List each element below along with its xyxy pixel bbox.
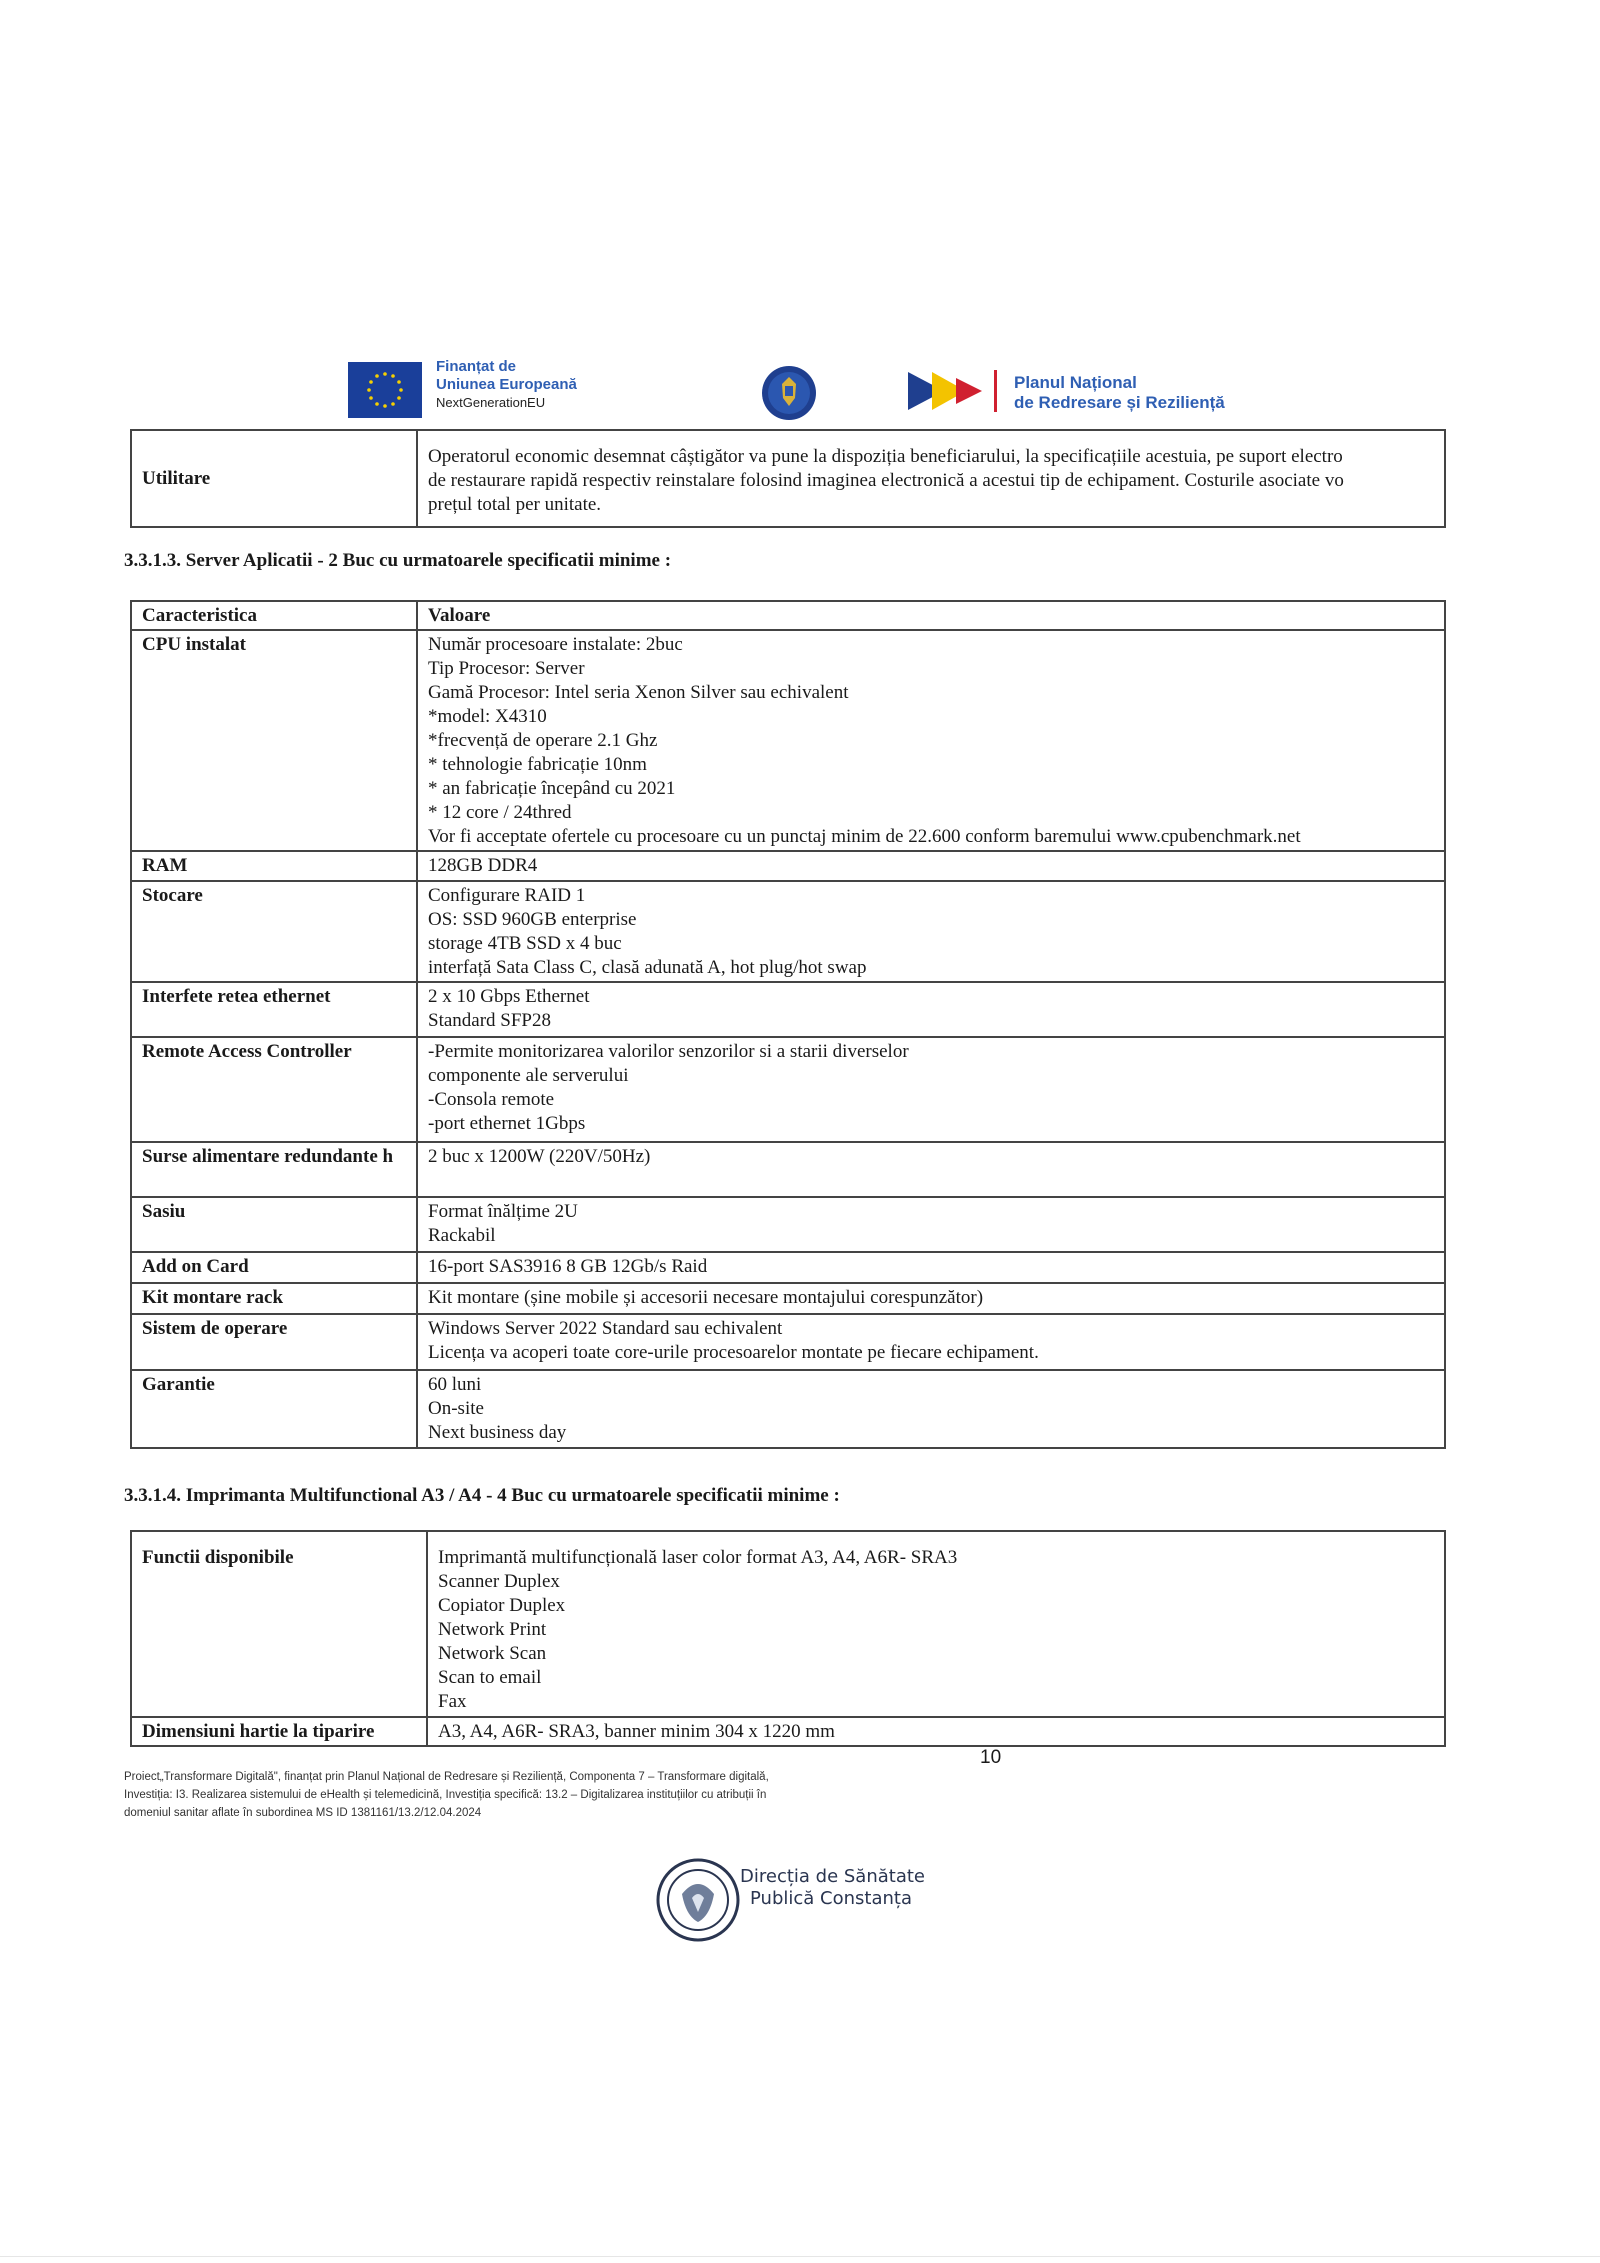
value-line: Rackabil bbox=[428, 1225, 496, 1246]
row-value bbox=[417, 630, 1445, 851]
table-row bbox=[131, 430, 1445, 527]
server-spec-table bbox=[130, 600, 1446, 1449]
value-line: 128GB DDR4 bbox=[428, 855, 538, 876]
row-key: Add on Card bbox=[131, 1252, 417, 1283]
value-line: Network Print bbox=[438, 1619, 547, 1640]
value-line: OS: SSD 960GB enterprise bbox=[428, 909, 637, 930]
table-row bbox=[131, 881, 1445, 982]
dsp-label bbox=[740, 1866, 925, 1910]
eu-line-3: NextGenerationEU bbox=[436, 395, 546, 410]
row-key: CPU instalat bbox=[131, 630, 417, 851]
value-line: Fax bbox=[438, 1691, 467, 1712]
value-line: storage 4TB SSD x 4 buc bbox=[428, 933, 622, 954]
row-value bbox=[427, 1531, 1445, 1717]
row-value bbox=[417, 982, 1445, 1037]
project-footer bbox=[124, 1768, 984, 1822]
eu-line-1: Finanțat de bbox=[436, 358, 517, 375]
value-line: Operatorul economic desemnat câștigător va pune la dispoziția beneficiarului, la specificațiile acestuia, pe suport electro bbox=[428, 446, 1343, 467]
value-line: Vor fi acceptate ofertele cu procesoare cu un punctaj minim de 22.600 conform baremului www.cpubenchmark.net bbox=[428, 826, 1301, 847]
value-line: Kit montare (șine mobile și accesorii necesare montajului corespunzător) bbox=[428, 1287, 984, 1308]
row-value bbox=[417, 1037, 1445, 1142]
value-line: de restaurare rapidă respectiv reinstalare folosind imaginea electronică a acestui tip de echipament. Costurile asociate vo bbox=[428, 470, 1344, 491]
value-line: * tehnologie fabricație 10nm bbox=[428, 754, 647, 775]
value-line: 2 buc x 1200W (220V/50Hz) bbox=[428, 1146, 651, 1167]
table-header-row bbox=[131, 601, 1445, 630]
value-line: 16-port SAS3916 8 GB 12Gb/s Raid bbox=[428, 1256, 708, 1277]
value-line: *frecvență de operare 2.1 Ghz bbox=[428, 730, 658, 751]
row-key: Stocare bbox=[131, 881, 417, 982]
row-value bbox=[417, 1370, 1445, 1448]
table-row bbox=[131, 1037, 1445, 1142]
column-header-key: Caracteristica bbox=[131, 601, 417, 630]
table-row bbox=[131, 1252, 1445, 1283]
dsp-line-2: Publică Constanța bbox=[750, 1888, 912, 1909]
row-key: Garantie bbox=[131, 1370, 417, 1448]
value-line: Scanner Duplex bbox=[438, 1571, 560, 1592]
section-heading-server: 3.3.1.3. Server Aplicatii - 2 Buc cu urmatoarele specificatii minime : bbox=[124, 550, 672, 571]
column-header-value: Valoare bbox=[417, 601, 1445, 630]
value-line: Scan to email bbox=[438, 1667, 542, 1688]
value-line: Network Scan bbox=[438, 1643, 547, 1664]
value-line: Windows Server 2022 Standard sau echivalent bbox=[428, 1318, 783, 1339]
section-heading-printer: 3.3.1.4. Imprimanta Multifunctional A3 / A4 - 4 Buc cu urmatoarele specificatii minime : bbox=[124, 1485, 840, 1506]
value-line: Licența va acoperi toate core-urile procesoarelor montate pe fiecare echipament. bbox=[428, 1342, 1039, 1363]
table-row bbox=[131, 1717, 1445, 1746]
pnrr-logo-icon bbox=[908, 366, 1006, 416]
value-line: * an fabricație începând cu 2021 bbox=[428, 778, 676, 799]
table-row bbox=[131, 1531, 1445, 1717]
value-line: A3, A4, A6R- SRA3, banner minim 304 x 1220 mm bbox=[438, 1721, 835, 1742]
row-value bbox=[417, 851, 1445, 881]
pnrr-line-1: Planul Național bbox=[1014, 373, 1137, 392]
value-line: prețul total per unitate. bbox=[428, 494, 602, 515]
value-line: On-site bbox=[428, 1398, 484, 1419]
row-value bbox=[417, 881, 1445, 982]
row-value bbox=[417, 430, 1445, 527]
value-line: Copiator Duplex bbox=[438, 1595, 566, 1616]
row-value bbox=[427, 1717, 1445, 1746]
table-row bbox=[131, 1370, 1445, 1448]
table-row bbox=[131, 630, 1445, 851]
utilitare-table bbox=[130, 429, 1446, 528]
value-line: Next business day bbox=[428, 1422, 567, 1443]
eu-line-2: Uniunea Europeană bbox=[436, 376, 577, 393]
value-line: componente ale serverului bbox=[428, 1065, 629, 1086]
row-key: Dimensiuni hartie la tiparire bbox=[131, 1717, 427, 1746]
page-edge bbox=[0, 2256, 1600, 2257]
value-line: Imprimantă multifuncțională laser color format A3, A4, A6R- SRA3 bbox=[438, 1547, 958, 1568]
table-row bbox=[131, 1142, 1445, 1197]
value-line: -port ethernet 1Gbps bbox=[428, 1113, 586, 1134]
pnrr-label bbox=[1014, 373, 1225, 413]
value-line: Tip Procesor: Server bbox=[428, 658, 585, 679]
eu-flag-icon bbox=[348, 362, 422, 418]
value-line: Număr procesoare instalate: 2buc bbox=[428, 634, 683, 655]
row-key: Surse alimentare redundante h bbox=[131, 1142, 417, 1197]
row-value bbox=[417, 1252, 1445, 1283]
value-line: Configurare RAID 1 bbox=[428, 885, 586, 906]
row-key: Utilitare bbox=[131, 430, 417, 527]
pnrr-line-2: de Redresare și Reziliență bbox=[1014, 393, 1225, 412]
row-value bbox=[417, 1283, 1445, 1314]
row-value bbox=[417, 1314, 1445, 1370]
value-line: 60 luni bbox=[428, 1374, 482, 1395]
value-line: Standard SFP28 bbox=[428, 1010, 551, 1031]
value-line: Format înălțime 2U bbox=[428, 1201, 578, 1222]
table-row bbox=[131, 851, 1445, 881]
footer-line-2: Investiția: I3. Realizarea sistemului de eHealth și telemedicină, Investiția specifică: 13.2 – Digitalizarea instituțiilor cu atribuții în bbox=[124, 1789, 767, 1801]
table-row bbox=[131, 1197, 1445, 1252]
row-key: Interfete retea ethernet bbox=[131, 982, 417, 1037]
row-value bbox=[417, 1142, 1445, 1197]
row-value bbox=[417, 1197, 1445, 1252]
value-line: -Consola remote bbox=[428, 1089, 555, 1110]
value-line: 2 x 10 Gbps Ethernet bbox=[428, 986, 590, 1007]
romanian-government-logo-icon bbox=[760, 364, 818, 422]
printer-spec-table bbox=[130, 1530, 1446, 1747]
table-row bbox=[131, 1283, 1445, 1314]
eu-funding-label bbox=[436, 358, 577, 412]
value-line: -Permite monitorizarea valorilor senzorilor si a starii diverselor bbox=[428, 1041, 909, 1062]
value-line: *model: X4310 bbox=[428, 706, 547, 727]
row-key: Sasiu bbox=[131, 1197, 417, 1252]
value-line: * 12 core / 24thred bbox=[428, 802, 572, 823]
page-number: 10 bbox=[980, 1747, 1002, 1768]
row-key: Functii disponibile bbox=[131, 1531, 427, 1717]
footer-line-1: Proiect„Transformare Digitală", finanțat prin Planul Național de Redresare și Reziliență, Componenta 7 – Transformare digitală, bbox=[124, 1771, 769, 1783]
footer-line-3: domeniul sanitar aflate în subordinea MS ID 1381161/13.2/12.04.2024 bbox=[124, 1807, 482, 1819]
dsp-seal-icon bbox=[652, 1854, 744, 1946]
table-row bbox=[131, 1314, 1445, 1370]
row-key: Kit montare rack bbox=[131, 1283, 417, 1314]
value-line: interfață Sata Class C, clasă adunată A, hot plug/hot swap bbox=[428, 957, 867, 978]
value-line: Gamă Procesor: Intel seria Xenon Silver sau echivalent bbox=[428, 682, 849, 703]
dsp-line-1: Direcția de Sănătate bbox=[740, 1866, 925, 1887]
row-key: RAM bbox=[131, 851, 417, 881]
row-key: Remote Access Controller bbox=[131, 1037, 417, 1142]
row-key: Sistem de operare bbox=[131, 1314, 417, 1370]
table-row bbox=[131, 982, 1445, 1037]
